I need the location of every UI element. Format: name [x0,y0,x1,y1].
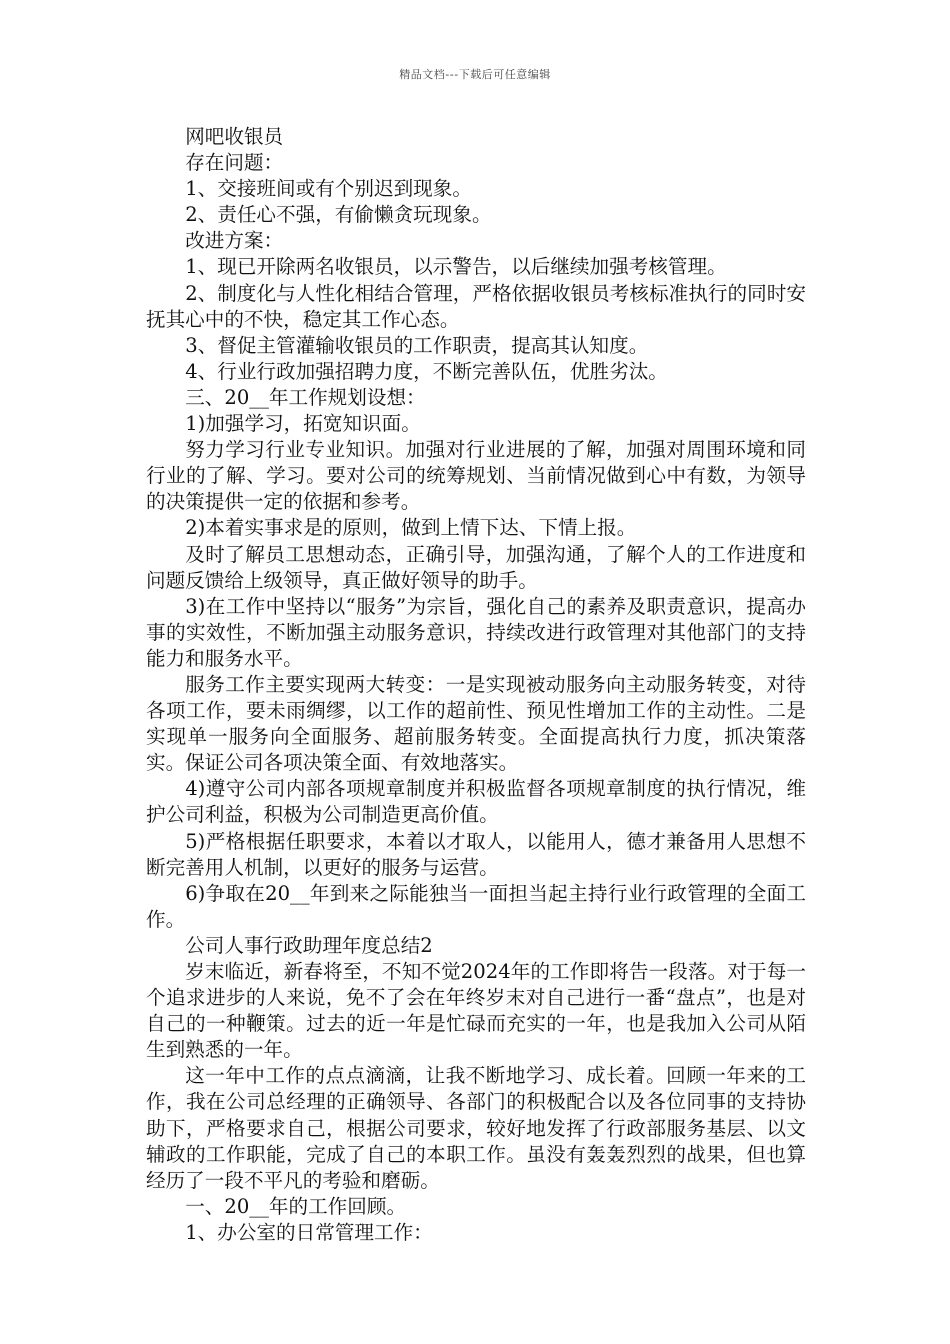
paragraph: 4、行业行政加强招聘力度，不断完善队伍，优胜劣汰。 [185,359,668,383]
section-title: 网吧收银员 [185,125,284,148]
page-header: 精品文档---下载后可任意编辑 [399,68,551,81]
paragraph: 岁末临近，新春将至，不知不觉2024年的工作即将告一段落。对于每一个追求进步的人来说，免不了会在年终岁末对自己进行一番“盘点”，也是对自己的一种鞭策。过去的近一年是忙碌而充实的一年，也是我加入公司从陌生到熟悉的一年。 [146,960,806,1062]
paragraph: 6)争取在20__年到来之际能独当一面担当起主持行业行政管理的全面工作。 [146,881,806,931]
paragraph: 1)加强学习，拓宽知识面。 [185,412,421,436]
paragraph: 1、办公室的日常管理工作： [185,1220,433,1244]
paragraph: 改进方案： [185,229,284,253]
paragraph: 存在问题： [185,151,284,175]
paragraph: 1、现已开除两名收银员，以示警告，以后继续加强考核管理。 [185,255,727,279]
paragraph: 及时了解员工思想动态，正确引导，加强沟通，了解个人的工作进度和问题反馈给上级领导，真正做好领导的助手。 [146,542,806,592]
paragraph: 2、责任心不强，有偷懒贪玩现象。 [185,203,492,227]
paragraph: 3)在工作中坚持以“服务”为宗旨，强化自己的素养及职责意识，提高办事的实效性，不断加强主动服务意识，持续改进行政管理对其他部门的支持能力和服务水平。 [146,594,806,670]
paragraph: 努力学习行业专业知识。加强对行业进展的了解，加强对周围环境和同行业的了解、学习。要对公司的统筹规划、当前情况做到心中有数，为领导的决策提供一定的依据和参考。 [146,438,806,514]
paragraph: 这一年中工作的点点滴滴，让我不断地学习、成长着。回顾一年来的工作，我在公司总经理的正确领导、各部门的积极配合以及各位同事的支持协助下，严格要求自己，根据公司要求，较好地发挥了行政部服务基层、以文辅政的工作职能，完成了自己的本职工作。虽没有轰轰烈烈的战果，但也算经历了一段不平凡的考验和磨砺。 [146,1064,806,1192]
paragraph: 5)严格根据任职要求，本着以才取人，以能用人，德才兼备用人思想不断完善用人机制，以更好的服务与运营。 [146,829,806,879]
paragraph: 4)遵守公司内部各项规章制度并积极监督各项规章制度的执行情况，维护公司利益，积极为公司制造更高价值。 [146,777,806,827]
paragraph: 2、制度化与人性化相结合管理，严格依据收银员考核标准执行的同时安抚其心中的不快，稳定其工作心态。 [146,281,806,331]
paragraph: 1、交接班间或有个别迟到现象。 [185,177,472,201]
paragraph: 服务工作主要实现两大转变：一是实现被动服务向主动服务转变，对待各项工作，要未雨绸缪，以工作的超前性、预见性增加工作的主动性。二是实现单一服务向全面服务、超前服务转变。全面提高执行力度，抓决策落实。保证公司各项决策全面、有效地落实。 [146,672,806,775]
document-body [146,124,806,1246]
section-heading: 一、20__年的工作回顾。 [185,1194,407,1218]
paragraph: 3、督促主管灌输收银员的工作职责，提高其认知度。 [185,333,649,357]
section-heading: 三、20__年工作规划设想： [185,385,426,409]
section-title: 公司人事行政助理年度总结2 [185,933,433,957]
paragraph: 2)本着实事求是的原则，做到上情下达、下情上报。 [185,516,637,540]
